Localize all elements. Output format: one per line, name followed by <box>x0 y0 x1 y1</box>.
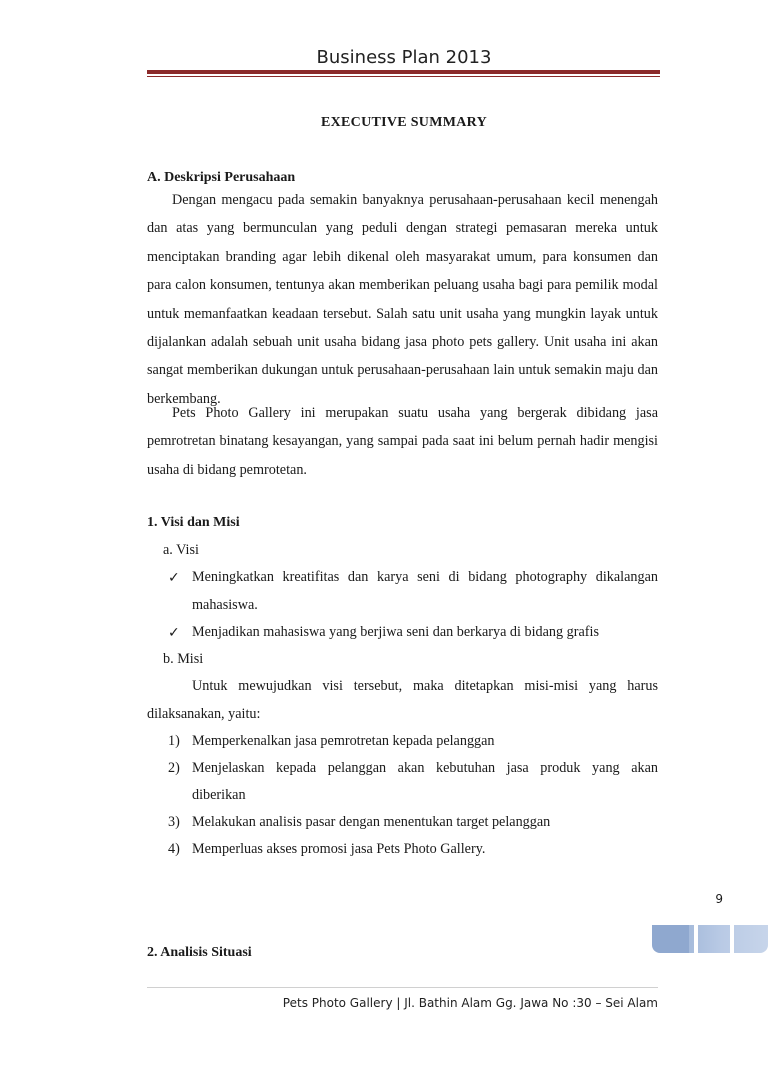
page-number: 9 <box>715 892 723 906</box>
misi-item-number: 4) <box>168 841 180 857</box>
check-mark-icon: ✓ <box>168 625 180 641</box>
section-a-paragraph-2 <box>147 399 658 484</box>
misi-item-2-line-1: Menjelaskan kepada pelanggan akan kebutuhan jasa produk yang akan <box>192 760 658 776</box>
section-a-paragraph-2-text: Pets Photo Gallery ini merupakan suatu usaha yang bergerak dibidang jasa pemrotretan binatang kesayangan, yang sampai pada saat ini belum pernah hadir mengisi usaha di bidang pemrotetan. <box>147 405 658 478</box>
misi-item-4-text: Memperluas akses promosi jasa Pets Photo Gallery. <box>192 841 486 857</box>
header-rule-thick <box>147 70 660 74</box>
visi-item-1-line-1: Meningkatkan kreatifitas dan karya seni di bidang photography dikalangan <box>192 569 658 585</box>
misi-item-number: 1) <box>168 733 180 749</box>
header-rule-thin <box>147 76 660 77</box>
footer-text: Pets Photo Gallery | Jl. Bathin Alam Gg. Jawa No :30 – Sei Alam <box>282 996 658 1010</box>
section-1-heading: 1. Visi dan Misi <box>147 515 240 530</box>
section-2-heading: 2. Analisis Situasi <box>147 945 252 960</box>
misi-intro-line-1: Untuk mewujudkan visi tersebut, maka ditetapkan misi-misi yang harus <box>192 678 658 694</box>
section-a-paragraph-1-text: Dengan mengacu pada semakin banyaknya perusahaan-perusahaan kecil menengah dan atas yang bermunculan yang peduli dengan strategi pemasaran mereka untuk menciptakan branding agar lebih dikenal oleh masyarakat umum, para konsumen dan para calon konsumen, tentunya akan memberikan peluang usaha bagi para pemilik modal untuk memanfaatkan keadaan tersebut. Salah satu unit usaha yang mungkin layak untuk dijalankan adalah sebuah unit usaha bidang jasa photo pets gallery. Unit usaha ini akan sangat memberikan dukungan untuk perusahaan-perusahaan lain untuk semakin maju dan berkembang. <box>147 192 658 407</box>
page-tab-divider <box>730 925 734 953</box>
visi-item <box>168 569 180 587</box>
section-a-heading: A. Deskripsi Perusahaan <box>147 170 296 185</box>
section-title: EXECUTIVE SUMMARY <box>320 115 487 130</box>
footer-rule <box>147 987 658 988</box>
visi-item <box>168 624 180 642</box>
misi-item-1-text: Memperkenalkan jasa pemrotretan kepada pelanggan <box>192 733 495 749</box>
document-header-title: Business Plan 2013 <box>316 47 492 68</box>
page-tab-divider <box>694 925 698 953</box>
section-a-paragraph-1 <box>147 186 658 413</box>
misi-label: b. Misi <box>163 651 204 667</box>
visi-item-2-line-1: Menjadikan mahasiswa yang berjiwa seni dan berkarya di bidang grafis <box>192 624 599 640</box>
misi-item-2-line-2: diberikan <box>192 787 246 803</box>
page-tab-decoration <box>652 925 768 953</box>
visi-label: a. Visi <box>163 542 199 558</box>
check-mark-icon: ✓ <box>168 570 180 586</box>
visi-item-1-line-2: mahasiswa. <box>192 597 258 613</box>
misi-intro-line-2: dilaksanakan, yaitu: <box>147 706 261 722</box>
misi-item-number: 2) <box>168 760 180 776</box>
misi-item-3-text: Melakukan analisis pasar dengan menentukan target pelanggan <box>192 814 551 830</box>
misi-item-number: 3) <box>168 814 180 830</box>
